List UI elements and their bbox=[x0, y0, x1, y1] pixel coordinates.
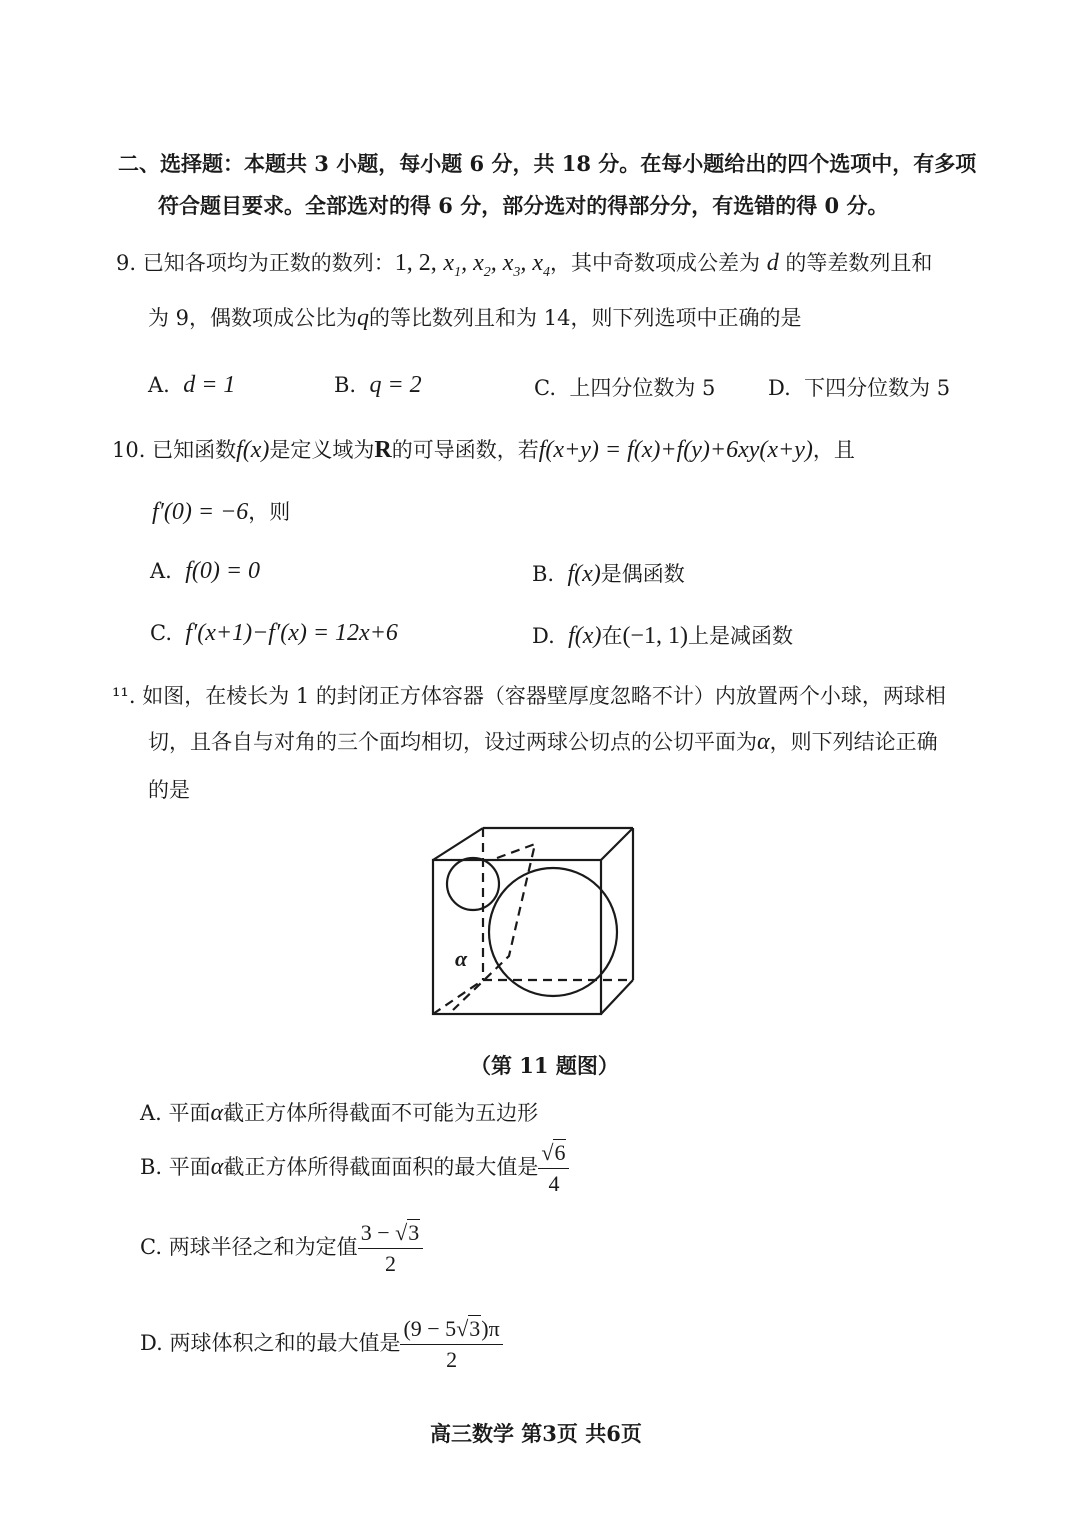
large-sphere bbox=[489, 868, 617, 996]
q11-option-b bbox=[140, 1140, 569, 1197]
cube-edge bbox=[601, 828, 633, 860]
figure-caption: （第 11 题图） bbox=[470, 1053, 619, 1078]
option-text: 平面 bbox=[168, 1155, 211, 1179]
option-label: B. bbox=[334, 373, 357, 397]
fraction-numerator-part: )π bbox=[481, 1316, 500, 1341]
fraction-denominator: 2 bbox=[446, 1347, 458, 1372]
cube-hidden-edge bbox=[433, 980, 483, 1014]
q10-domain-R: R bbox=[374, 437, 392, 463]
q11-option-c bbox=[140, 1220, 423, 1277]
q9-var-d: d bbox=[766, 250, 779, 276]
option-label: C. bbox=[150, 621, 172, 645]
q10-number: 10. bbox=[112, 438, 146, 462]
option-alpha: α bbox=[210, 1154, 224, 1180]
q11-alpha: α bbox=[757, 729, 770, 755]
q10-option-c bbox=[150, 620, 398, 647]
option-label: C. bbox=[534, 376, 556, 400]
option-label: D. bbox=[140, 1331, 163, 1355]
q11-text: 如图，在棱长为 1 的封闭正方体容器（容器壁厚度忽略不计）内放置两个小球，两球相 bbox=[142, 684, 946, 708]
option-label: B. bbox=[140, 1155, 163, 1179]
fraction-denominator: 4 bbox=[548, 1171, 560, 1196]
option-interval: (−1, 1) bbox=[622, 623, 688, 649]
option-text: 在 bbox=[601, 624, 623, 648]
option-label: D. bbox=[768, 376, 791, 400]
cube-edge bbox=[601, 980, 633, 1014]
option-expr: f(0) = 0 bbox=[185, 558, 261, 584]
q10-option-a bbox=[150, 558, 260, 585]
option-expr: f′(x+1)−f′(x) = 12x+6 bbox=[185, 620, 398, 646]
option-text: 上四分位数为 5 bbox=[569, 376, 716, 400]
option-text: 是偶函数 bbox=[600, 562, 685, 586]
q10-option-d bbox=[532, 620, 793, 650]
option-label: A. bbox=[140, 1101, 162, 1125]
fraction-numerator: 6 bbox=[554, 1140, 566, 1165]
q11-line1 bbox=[112, 680, 946, 710]
q10-tail: ，且 bbox=[812, 438, 855, 462]
q11-text: ，则下列结论正确 bbox=[769, 730, 938, 754]
q11-option-a bbox=[140, 1097, 538, 1127]
fraction-numerator-radicand: 3 bbox=[408, 1220, 420, 1245]
small-sphere bbox=[447, 858, 499, 910]
figure-alpha-label: α bbox=[455, 946, 468, 971]
q10-derivative-condition: f′(0) = −6 bbox=[152, 499, 249, 525]
fraction-numerator-part: (9 − 5 bbox=[403, 1316, 457, 1341]
option-expr: q = 2 bbox=[369, 372, 422, 398]
option-expr: f(x) bbox=[568, 623, 602, 649]
q9-number: 9. bbox=[116, 251, 137, 275]
option-label: D. bbox=[532, 624, 555, 648]
option-label: A. bbox=[150, 559, 172, 583]
q10-fx: f(x) bbox=[236, 437, 270, 463]
q10-mid: 是定义域为 bbox=[269, 438, 375, 462]
q10-line1 bbox=[112, 434, 855, 464]
section-heading: 二、选择题：本题共 3 小题，每小题 6 分，共 18 分。在每小题给出的四个选项中，有多项 bbox=[118, 151, 977, 176]
q10-line2-tail: ，则 bbox=[248, 500, 291, 524]
q9-var-q: q bbox=[357, 305, 370, 331]
option-text: 平面 bbox=[168, 1101, 211, 1125]
option-label: A. bbox=[148, 373, 170, 397]
cube-edge bbox=[433, 828, 483, 860]
q9-after-seq: ，其中奇数项成公差为 bbox=[550, 251, 761, 275]
option-text: 截正方体所得截面面积的最大值是 bbox=[223, 1155, 539, 1179]
q9-seq: 1, 2, bbox=[394, 250, 437, 276]
option-expr: f(x) bbox=[567, 561, 601, 587]
fraction-numerator-radicand: 3 bbox=[469, 1316, 481, 1341]
q9-line2-a: 为 9，偶数项成公比为 bbox=[148, 306, 358, 330]
option-text: 两球体积之和的最大值是 bbox=[169, 1331, 401, 1355]
section-heading-cont: 符合题目要求。全部选对的得 6 分，部分选对的得部分分，有选错的得 0 分。 bbox=[158, 193, 889, 218]
page-footer: 高三数学 第3页 共6页 bbox=[430, 1421, 642, 1446]
option-label: C. bbox=[140, 1235, 162, 1259]
q9-option-a bbox=[148, 372, 235, 399]
q9-intro: 已知各项均为正数的数列： bbox=[142, 251, 395, 275]
q9-after-d: 的等差数列且和 bbox=[785, 251, 933, 275]
cube-spheres-figure bbox=[425, 820, 645, 1020]
fraction-numerator-part: 3 − bbox=[360, 1220, 396, 1245]
option-text: 截正方体所得截面不可能为五边形 bbox=[223, 1101, 539, 1125]
q10-option-b bbox=[532, 558, 685, 588]
q10-intro: 已知函数 bbox=[152, 438, 237, 462]
q10-equation: f(x+y) = f(x)+f(y)+6xy(x+y) bbox=[538, 437, 813, 463]
option-label: B. bbox=[532, 562, 555, 586]
q10-line2 bbox=[152, 496, 290, 526]
option-alpha: α bbox=[210, 1100, 224, 1126]
q11-number: ¹¹. bbox=[112, 684, 136, 708]
fraction-volume-max: $\frac{(9 - 5√3)\pi}{2}$ bbox=[400, 1316, 502, 1373]
fraction-denominator: 2 bbox=[384, 1251, 396, 1276]
option-expr: d = 1 bbox=[183, 372, 236, 398]
q11-option-d bbox=[140, 1316, 503, 1373]
q9-seq-vars: $x_1$, $x_2$, $x_3$, $x_4$ bbox=[443, 250, 551, 280]
option-text: 两球半径之和为定值 bbox=[168, 1235, 358, 1259]
q9-line1 bbox=[116, 247, 932, 281]
fraction-3-minus-sqrt3-over-2: $\frac{3 - √3}{2}$ bbox=[358, 1220, 424, 1277]
q11-line3: 的是 bbox=[148, 778, 190, 802]
q11-line2 bbox=[148, 726, 938, 756]
option-text: 上是减函数 bbox=[687, 624, 793, 648]
fraction-sqrt6-over-4: $\frac{√6}{4}$ bbox=[538, 1140, 569, 1197]
q11-text: 切，且各自与对角的三个面均相切，设过两球公切点的公切平面为 bbox=[148, 730, 757, 754]
q9-line2-b: 的等比数列且和为 14，则下列选项中正确的是 bbox=[369, 306, 802, 330]
option-text: 下四分位数为 5 bbox=[804, 376, 951, 400]
q10-mid2: 的可导函数，若 bbox=[391, 438, 539, 462]
q9-option-c bbox=[534, 372, 715, 402]
q9-option-d bbox=[768, 372, 950, 402]
q9-option-b bbox=[334, 372, 422, 399]
q9-line2 bbox=[148, 302, 801, 332]
